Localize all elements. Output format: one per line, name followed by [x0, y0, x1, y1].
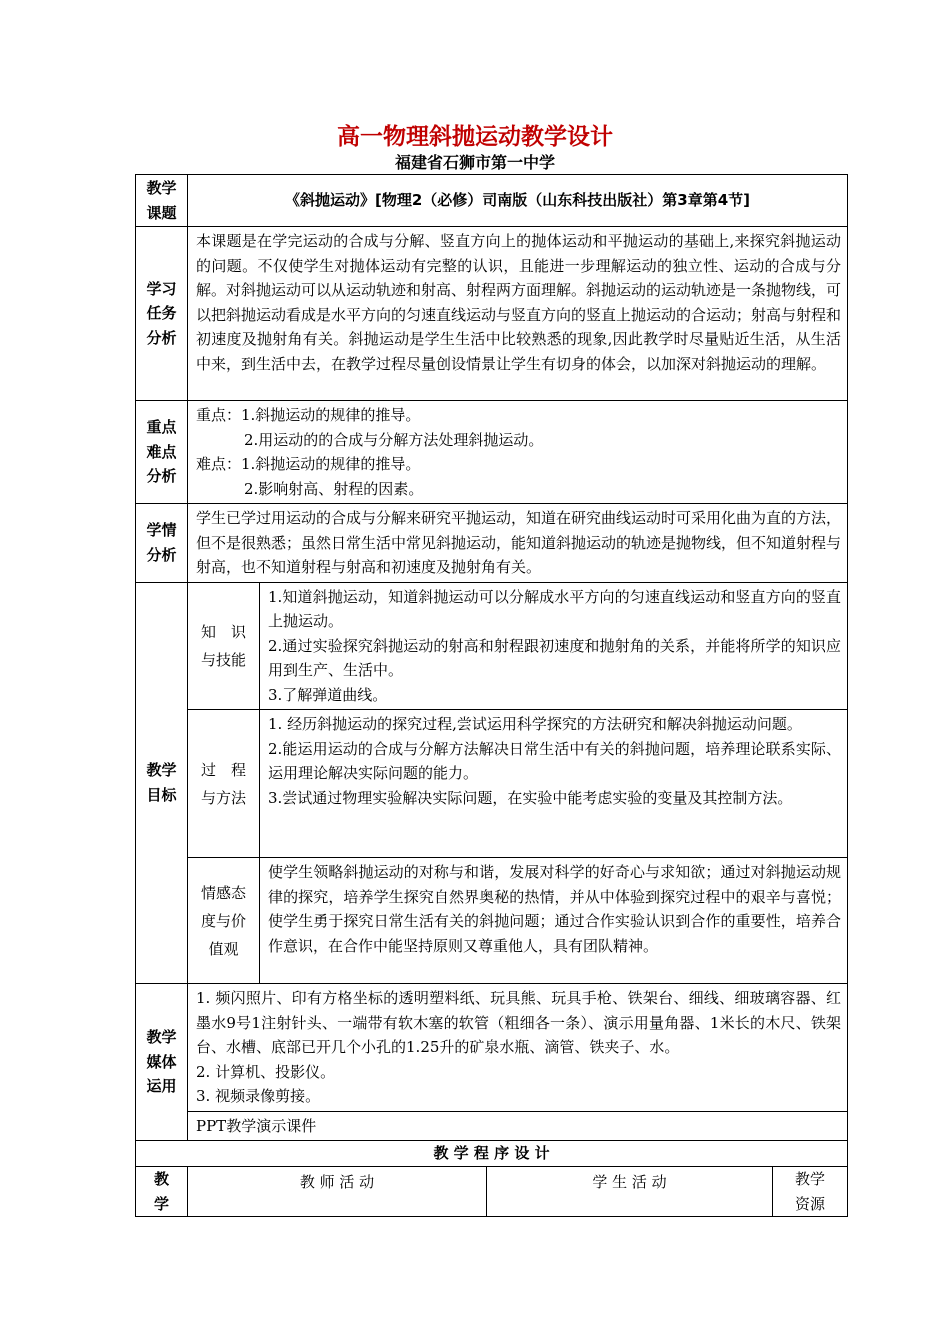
media-extra: PPT教学演示课件 — [188, 1111, 848, 1141]
course-row — [136, 175, 848, 227]
procedure-title: 教 学 程 序 设 计 — [136, 1141, 848, 1167]
emotion-text: 使学生领略斜抛运动的对称与和谐，发展对科学的好奇心与求知欲；通过对斜抛运动规律的探究，培养学生探究自然界奥秘的热情，并从中体验到探究过程中的艰辛与喜悦；使学生勇于探究日常生活有关的斜抛问题；通过合作实验认识到合作的重要性，培养合作意识，在合作中能坚持原则又尊重他人，具有团队精神。 — [260, 858, 848, 984]
course-value: 《斜抛运动》[物理2（必修）司南版（山东科技出版社）第3章第4节] — [188, 175, 848, 227]
course-header: 教学 课题 — [136, 175, 188, 227]
key-points-header: 重点 难点 分析 — [136, 401, 188, 504]
key-point-line: 2.用运动的的合成与分解方法处理斜抛运动。 — [244, 430, 544, 449]
student-activity-header: 学 生 活 动 — [487, 1167, 773, 1217]
task-analysis-text: 本课题是在学完运动的合成与分解、竖直方向上的抛体运动和平抛运动的基础上,来探究斜抛运动的问题。不仅使学生对抛体运动有完整的认识，且能进一步理解运动的独立性、运动的合成与分解。对斜抛运动可以从运动轨迹和射高、射程两方面理解。斜抛运动的运动轨迹是一条抛物线，可以把斜抛运动看成是水平方向的匀速直线运动与竖直方向的竖直上抛运动的合运动；射高与射程和初速度及抛射角有关。斜抛运动是学生生活中比较熟悉的现象,因此教学时尽量贴近生活，从生活中来，到生活中去，在教学过程尽量创设情景让学生有切身的体会，以加深对斜抛运动的理解。 — [188, 227, 848, 401]
objective-line: 2.能运用运动的合成与分解方法解决日常生活中有关的斜抛问题，培养理论联系实际、运用理论解决实际问题的能力。 — [268, 739, 842, 782]
objective-knowledge-row — [136, 582, 848, 710]
procedure-col-teaching: 教 学 — [136, 1167, 188, 1217]
lesson-plan-table — [135, 174, 848, 1217]
media-header: 教学 媒体 运用 — [136, 984, 188, 1141]
student-analysis-text: 学生已学过用运动的合成与分解来研究平抛运动，知道在研究曲线运动时可采用化曲为直的方法，但不是很熟悉；虽然日常生活中常见斜抛运动，能知道斜抛运动的轨迹是抛物线，但不知道射程与射高，也不知道射程与射高和初速度及抛射角有关。 — [188, 504, 848, 583]
emotion-label: 情感态 度与价 值观 — [188, 858, 260, 984]
document-subtitle: 福建省石狮市第一中学 — [394, 153, 555, 172]
objective-line: 1. 经历斜抛运动的探究过程,尝试运用科学探究的方法研究和解决斜抛运动问题。 — [268, 715, 802, 733]
objective-line: 3.了解弹道曲线。 — [268, 685, 388, 704]
knowledge-label: 知 识 与技能 — [188, 582, 260, 710]
media-row — [136, 984, 848, 1112]
key-points-row — [136, 401, 848, 504]
media-extra-row — [136, 1111, 848, 1141]
media-line: 1. 频闪照片、印有方格坐标的透明塑料纸、玩具熊、玩具手枪、铁架台、细线、细玻璃容器、红墨水9号1注射针头、一端带有软木塞的软管（粗细各一条）、演示用量角器、1米长的木尺、铁架台、水槽、底部已开几个小孔的1.25升的矿泉水瓶、滴管、铁夹子、水。 — [196, 989, 842, 1056]
objective-emotion-row — [136, 858, 848, 984]
key-point-line: 难点：1.斜抛运动的规律的推导。 — [196, 455, 421, 473]
student-analysis-header: 学情 分析 — [136, 504, 188, 583]
task-analysis-header: 学习 任务 分析 — [136, 227, 188, 401]
resource-header: 教学 资源 — [773, 1167, 848, 1217]
task-analysis-row — [136, 227, 848, 401]
knowledge-text — [260, 582, 848, 710]
process-label: 过 程 与方法 — [188, 710, 260, 858]
process-text — [260, 710, 848, 858]
objective-line: 2.通过实验探究斜抛运动的射高和射程跟初速度和抛射角的关系，并能将所学的知识应用到生产、生活中。 — [268, 636, 842, 679]
media-text — [188, 984, 848, 1112]
media-line: 2. 计算机、投影仪。 — [196, 1062, 336, 1081]
key-points-text — [188, 401, 848, 504]
key-point-line: 重点：1.斜抛运动的规律的推导。 — [196, 406, 421, 424]
procedure-title-row — [136, 1141, 848, 1167]
objectives-header: 教学 目标 — [136, 582, 188, 984]
objective-process-row — [136, 710, 848, 858]
student-analysis-row — [136, 504, 848, 583]
objective-line: 3.尝试通过物理实验解决实际问题，在实验中能考虑实验的变量及其控制方法。 — [268, 788, 793, 807]
teacher-activity-header: 教 师 活 动 — [188, 1167, 487, 1217]
key-point-line: 2.影响射高、射程的因素。 — [244, 479, 424, 498]
media-line: 3. 视频录像剪接。 — [196, 1087, 321, 1105]
procedure-header-row — [136, 1167, 848, 1217]
document-title: 高一物理斜抛运动教学设计 — [337, 124, 613, 150]
objective-line: 1.知道斜抛运动，知道斜抛运动可以分解成水平方向的匀速直线运动和竖直方向的竖直上抛运动。 — [268, 587, 842, 630]
